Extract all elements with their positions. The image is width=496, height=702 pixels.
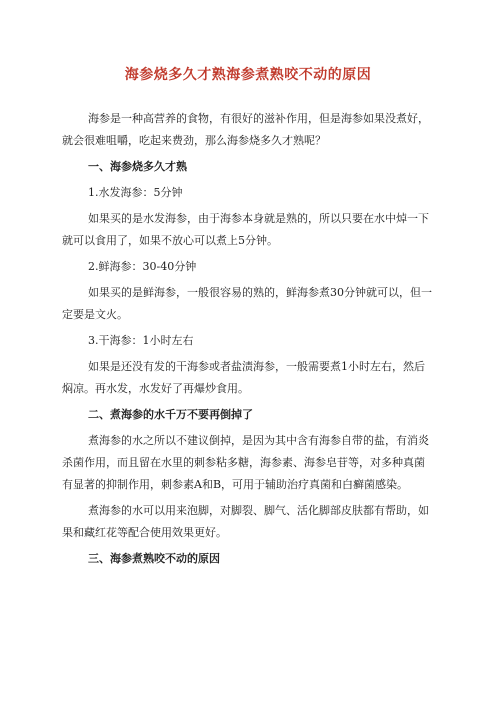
document-body [62, 108, 434, 574]
list-item-dried: 3.干海参：1小时左右 [88, 334, 194, 347]
intro-paragraph: 海参是一种高营养的食物，有很好的滋补作用，但是海参如果没煮好，就会很难咀嚼，吃起来费劲，那么海参烧多久才熟呢？ [62, 112, 429, 147]
paragraph-cooking-water-2: 煮海参的水可以用来泡脚，对脚裂、脚气、活化脚部皮肤都有帮助，如果和藏红花等配合使用效果更好。 [62, 504, 429, 539]
paragraph-fresh: 如果买的是鲜海参，一般很容易的熟的，鲜海参煮30分钟就可以，但一定要是文火。 [62, 286, 432, 321]
section-heading-3: 三、海参煮熟咬不动的原因 [88, 552, 220, 565]
document-title: 海参烧多久才熟海参煮熟咬不动的原因 [124, 67, 372, 83]
list-item-water-soaked: 1.水发海参：5分钟 [88, 186, 183, 199]
section-heading-2: 二、煮海参的水千万不要再倒掉了 [88, 408, 253, 421]
section-heading-1: 一、海参烧多久才熟 [88, 160, 187, 173]
list-item-fresh: 2.鲜海参：30-40分钟 [88, 260, 197, 273]
paragraph-water-soaked: 如果买的是水发海参，由于海参本身就是熟的，所以只要在水中焯一下就可以食用了，如果不放心可以煮上5分钟。 [62, 212, 429, 247]
paragraph-dried: 如果是还没有发的干海参或者盐渍海参，一般需要煮1小时左右，然后焖凉。再水发，水发好了再爆炒食用。 [62, 360, 425, 395]
paragraph-cooking-water-1: 煮海参的水之所以不建议倒掉，是因为其中含有海参自带的盐，有消炎杀菌作用，而且留在水里的刺参粘多糖，海参素、海参皂苷等，对多种真菌有显著的抑制作用，刺参素A和B，可用于辅助治疗真菌和白癣菌感染。 [62, 434, 429, 491]
